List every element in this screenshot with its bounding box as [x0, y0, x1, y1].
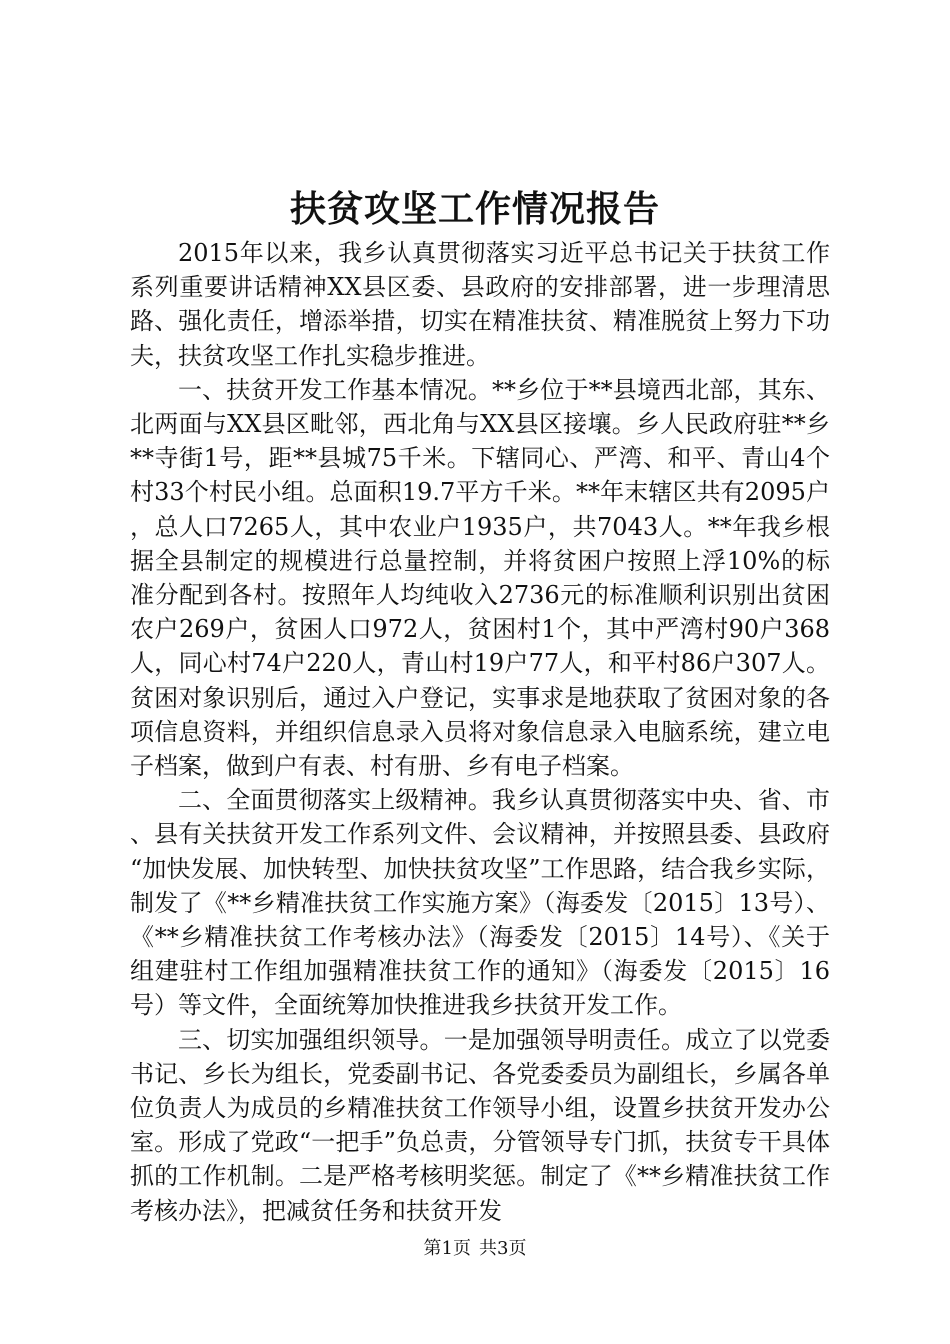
page-number: 第1页: [423, 1238, 471, 1259]
document-title: 扶贫攻坚工作情况报告: [289, 188, 660, 230]
page-footer: [0, 1237, 950, 1261]
paragraph-section-3: 三、切实加强组织领导。一是加强领导明责任。成立了以党委书记、乡长为组长，党委副书记、各党委委员为副组长，乡属各单位负责人为成员的乡精准扶贫工作领导小组，设置乡扶贫开发办公室。形成了党政“一把手”负总责，分管领导专门抓，扶贫专干具体抓的工作机制。二是严格考核明奖惩。制定了《**乡精准扶贫工作考核办法》，把减贫任务和扶贫开发: [130, 1025, 830, 1225]
paragraph-intro: 2015年以来，我乡认真贯彻落实习近平总书记关于扶贫工作系列重要讲话精神XX县区委、县政府的安排部署，进一步理清思路、强化责任，增添举措，切实在精准扶贫、精准脱贫上努力下功夫，扶贫攻坚工作扎实稳步推进。: [130, 239, 830, 370]
document-body: [130, 236, 830, 1228]
page-total: 共3页: [479, 1238, 527, 1259]
paragraph-section-1: 一、扶贫开发工作基本情况。**乡位于**县境西北部，其东、北两面与XX县区毗邻，西北角与XX县区接壤。乡人民政府驻**乡**寺街1号，距**县城75千米。下辖同心、严湾、和平、青山4个村33个村民小组。总面积19.7平方千米。**年末辖区共有2095户，总人口7265人，其中农业户1935户，共7043人。**年我乡根据全县制定的规模进行总量控制，并将贫困户按照上浮10%的标准分配到各村。按照年人均纯收入2736元的标准顺利识别出贫困农户269户，贫困人口972人，贫困村1个，其中严湾村90户368人，同心村74户220人，青山村19户77人，和平村86户307人。贫困对象识别后，通过入户登记，实事求是地获取了贫困对象的各项信息资料，并组织信息录入员将对象信息录入电脑系统，建立电子档案，做到户有表、村有册、乡有电子档案。: [130, 375, 830, 781]
paragraph-section-2: 二、全面贯彻落实上级精神。我乡认真贯彻落实中央、省、市、县有关扶贫开发工作系列文件、会议精神，并按照县委、县政府“加快发展、加快转型、加快扶贫攻坚”工作思路，结合我乡实际，制发了《**乡精准扶贫工作实施方案》（海委发〔2015〕13号）、《**乡精准扶贫工作考核办法》（海委发〔2015〕14号）、《关于组建驻村工作组加强精准扶贫工作的通知》（海委发〔2015〕16号）等文件，全面统筹加快推进我乡扶贫开发工作。: [130, 786, 830, 1020]
